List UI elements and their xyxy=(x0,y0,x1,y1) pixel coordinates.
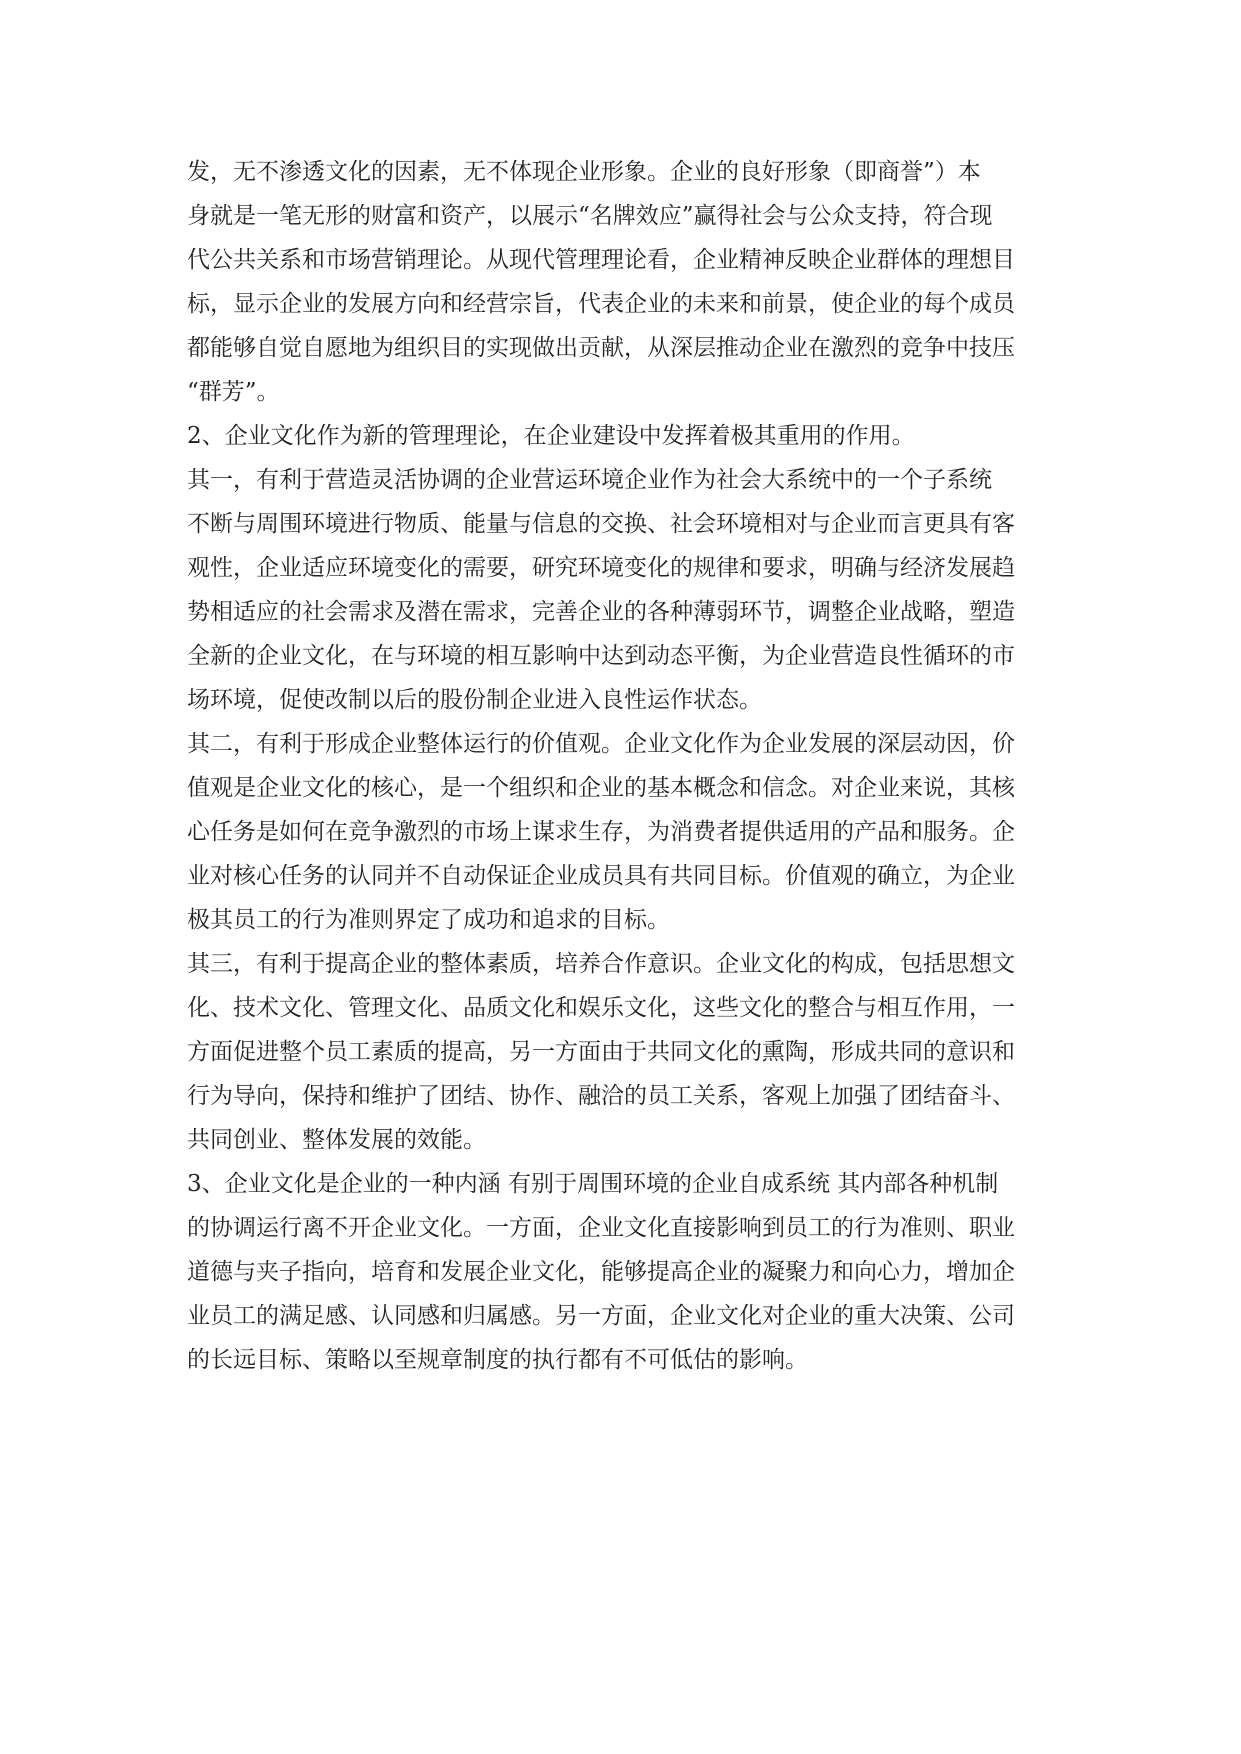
text-line: 观性，企业适应环境变化的需要，研究环境变化的规律和要求，明确与经济发展趋 xyxy=(187,555,1015,581)
text-line: 其二，有利于形成企业整体运行的价值观。企业文化作为企业发展的深层动因，价 xyxy=(187,731,1015,757)
text-line: 都能够自觉自愿地为组织目的实现做出贡献，从深层推动企业在激烈的竞争中技压 xyxy=(187,335,1015,361)
text-line: 极其员工的行为准则界定了成功和追求的目标。 xyxy=(187,907,670,933)
text-line: 业员工的满足感、认同感和归属感。另一方面，企业文化对企业的重大决策、公司 xyxy=(187,1303,1015,1329)
text-line: “群芳”。 xyxy=(187,379,280,405)
text-line: 化、技术文化、管理文化、品质文化和娱乐文化，这些文化的整合与相互作用，一 xyxy=(187,995,1015,1021)
text-line: 场环境，促使改制以后的股份制企业进入良性运作状态。 xyxy=(187,687,762,713)
text-line: 的协调运行离不开企业文化。一方面，企业文化直接影响到员工的行为准则、职业 xyxy=(187,1215,1015,1241)
text-line: 其三，有利于提高企业的整体素质，培养合作意识。企业文化的构成，包括思想文 xyxy=(187,951,1015,977)
text-line: 值观是企业文化的核心，是一个组织和企业的基本概念和信念。对企业来说，其核 xyxy=(187,775,1015,801)
text-line: 道德与夹子指向，培育和发展企业文化，能够提高企业的凝聚力和向心力，增加企 xyxy=(187,1259,1015,1285)
section-heading-2: 2、企业文化作为新的管理理论，在企业建设中发挥着极其重用的作用。 xyxy=(187,423,915,449)
text-line: 不断与周围环境进行物质、能量与信息的交换、社会环境相对与企业而言更具有客 xyxy=(187,511,1015,537)
text-line: 共同创业、整体发展的效能。 xyxy=(187,1127,486,1153)
text-line: 代公共关系和市场营销理论。从现代管理理论看，企业精神反映企业群体的理想目 xyxy=(187,247,1015,273)
text-line: 势相适应的社会需求及潜在需求，完善企业的各种薄弱环节，调整企业战略，塑造 xyxy=(187,599,1015,625)
text-line: 方面促进整个员工素质的提高，另一方面由于共同文化的熏陶，形成共同的意识和 xyxy=(187,1039,1015,1065)
text-line: 其一，有利于营造灵活协调的企业营运环境企业作为社会大系统中的一个子系统 xyxy=(187,467,992,493)
text-line: 心任务是如何在竞争激烈的市场上谋求生存，为消费者提供适用的产品和服务。企 xyxy=(187,819,1015,845)
text-line: 全新的企业文化，在与环境的相互影响中达到动态平衡，为企业营造良性循环的市 xyxy=(187,643,1015,669)
text-line: 发，无不渗透文化的因素，无不体现企业形象。企业的良好形象（即商誉”）本 xyxy=(187,159,981,185)
text-line: 身就是一笔无形的财富和资产，以展示“名牌效应”赢得社会与公众支持，符合现 xyxy=(187,203,993,229)
text-line: 行为导向，保持和维护了团结、协作、融洽的员工关系，客观上加强了团结奋斗、 xyxy=(187,1083,1015,1109)
text-line: 业对核心任务的认同并不自动保证企业成员具有共同目标。价值观的确立，为企业 xyxy=(187,863,1015,889)
text-line: 标，显示企业的发展方向和经营宗旨，代表企业的未来和前景，使企业的每个成员 xyxy=(187,291,1015,317)
body-text xyxy=(187,150,1087,1382)
text-line: 的长远目标、策略以至规章制度的执行都有不可低估的影响。 xyxy=(187,1347,808,1373)
section-heading-3: 3、企业文化是企业的一种内涵 有别于周围环境的企业自成系统 其内部各种机制 xyxy=(187,1171,999,1197)
